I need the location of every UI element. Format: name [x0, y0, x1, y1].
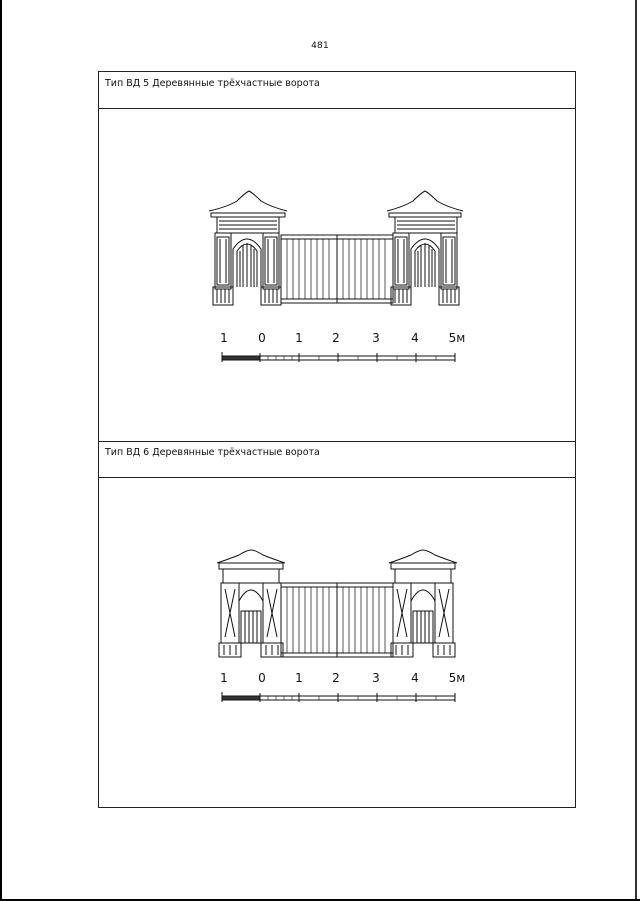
- scale-label: 4: [411, 331, 419, 345]
- scan-edge-left: [0, 0, 2, 901]
- section-header-vd6: [99, 441, 575, 478]
- scale-label: 3: [372, 671, 380, 685]
- scale-bar-vd6: [221, 690, 457, 704]
- scale-label: 0: [258, 331, 266, 345]
- gate-elevation-vd5: [207, 189, 467, 309]
- scale-label: 1: [220, 331, 228, 345]
- scale-label: 1: [295, 331, 303, 345]
- scale-label: 5м: [448, 671, 466, 685]
- scale-label: 2: [332, 331, 340, 345]
- section-title-vd5: Тип ВД 5 Деревянные трёхчастные ворота: [105, 78, 320, 89]
- scale-bar-vd5: [221, 350, 457, 364]
- page-number: 481: [311, 41, 329, 51]
- scale-label: 3: [372, 331, 380, 345]
- scale-label: 1: [220, 671, 228, 685]
- scale-label: 5м: [448, 331, 466, 345]
- scale-label: 0: [258, 671, 266, 685]
- drawing-sheet-frame: [98, 71, 576, 808]
- scale-label: 4: [411, 671, 419, 685]
- scale-labels-vd5: [219, 331, 469, 345]
- scale-label: 2: [332, 671, 340, 685]
- scale-labels-vd6: [219, 671, 469, 685]
- gate-elevation-vd6: [215, 549, 459, 659]
- section-header-vd5: [99, 72, 575, 109]
- scale-label: 1: [295, 671, 303, 685]
- section-title-vd6: Тип ВД 6 Деревянные трёхчастные ворота: [105, 447, 320, 458]
- scan-edge-right: [635, 0, 637, 901]
